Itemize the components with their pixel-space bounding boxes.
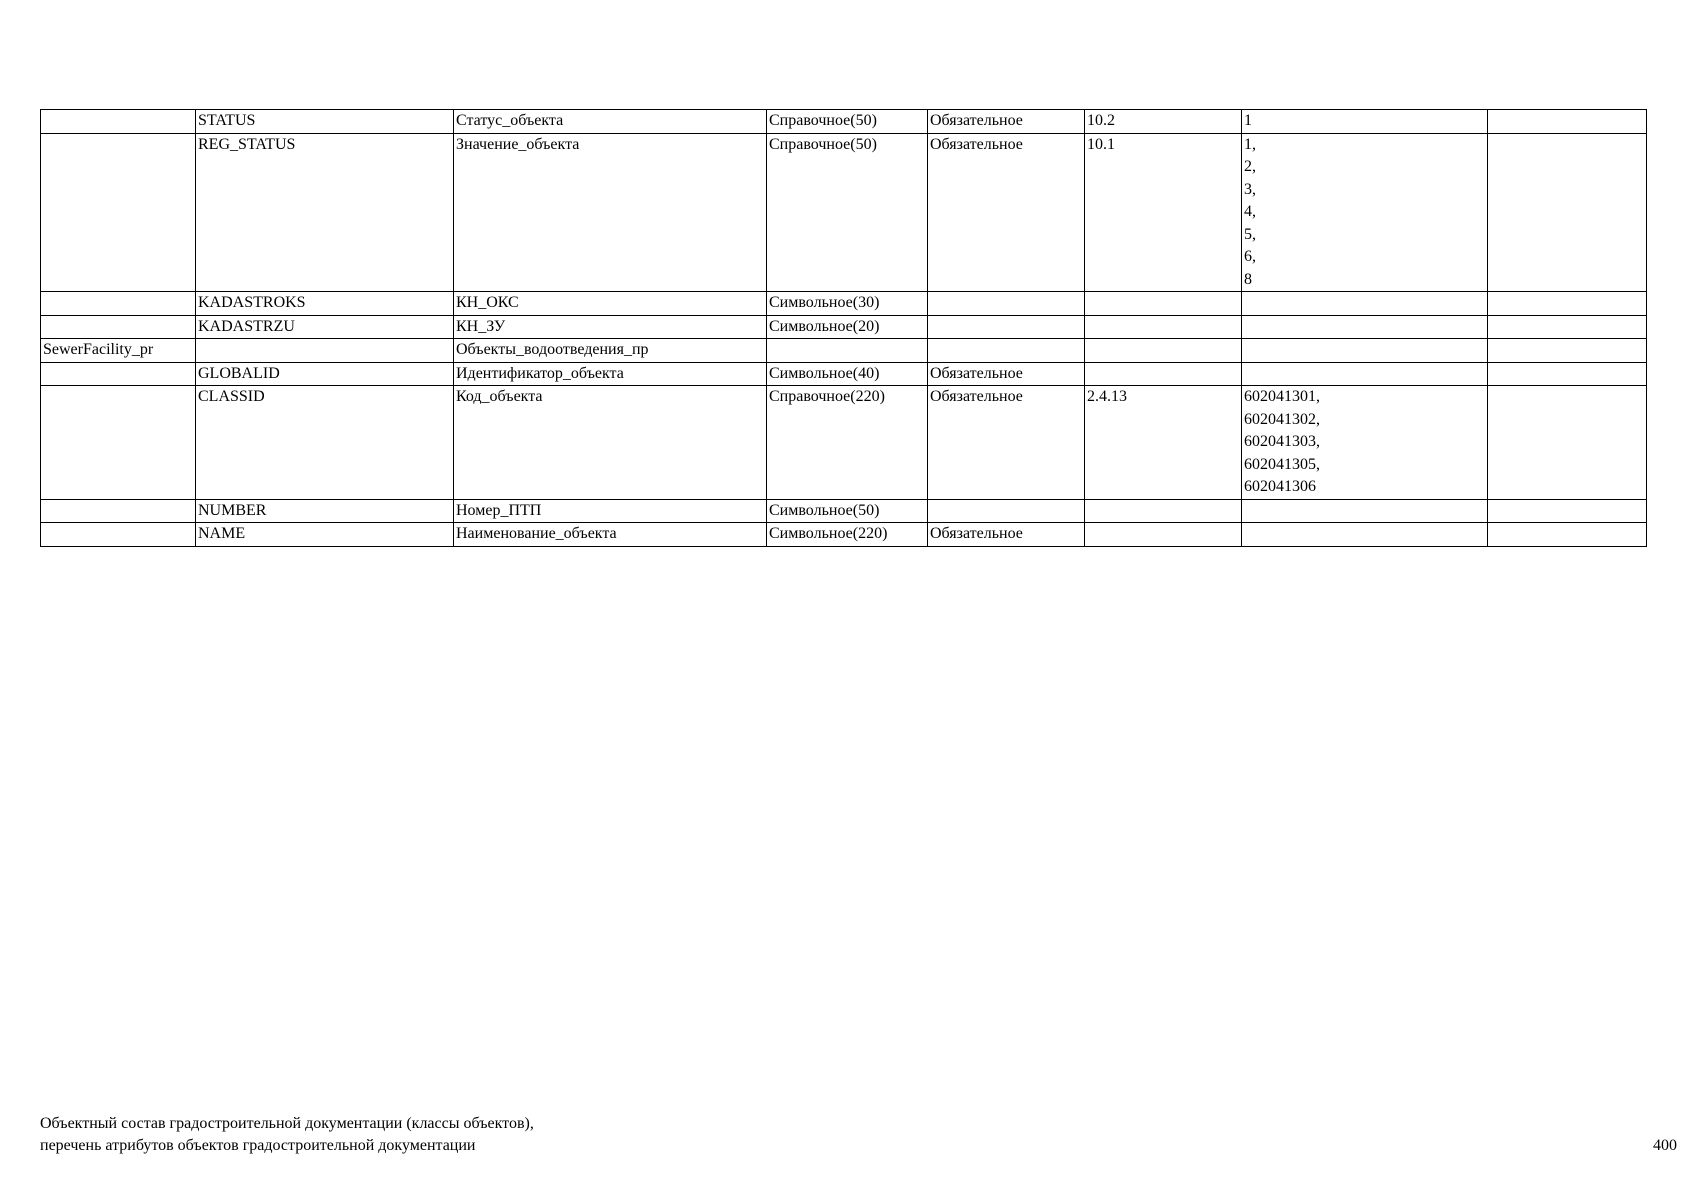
required-cell	[928, 292, 1085, 316]
reference-cell	[1085, 362, 1242, 386]
data-type-cell: Символьное(20)	[767, 315, 928, 339]
class-name-cell	[41, 315, 196, 339]
reference-cell	[1085, 339, 1242, 363]
class-name-cell: SewerFacility_pr	[41, 339, 196, 363]
attribute-alias-cell: Код_объекта	[454, 386, 767, 500]
class-name-cell	[41, 292, 196, 316]
required-cell: Обязательное	[928, 362, 1085, 386]
attributes-table	[40, 109, 1647, 547]
values-cell	[1242, 315, 1488, 339]
required-cell	[928, 339, 1085, 363]
reference-cell: 10.1	[1085, 133, 1242, 292]
reference-cell: 10.2	[1085, 110, 1242, 134]
data-type-cell: Справочное(50)	[767, 110, 928, 134]
data-type-cell: Справочное(220)	[767, 386, 928, 500]
values-cell	[1242, 292, 1488, 316]
class-name-cell	[41, 110, 196, 134]
note-cell	[1488, 499, 1647, 523]
required-cell: Обязательное	[928, 133, 1085, 292]
values-cell: 1, 2, 3, 4, 5, 6, 8	[1242, 133, 1488, 292]
table-row	[41, 292, 1647, 316]
required-cell	[928, 315, 1085, 339]
table-row	[41, 339, 1647, 363]
attribute-alias-cell: Объекты_водоотведения_пр	[454, 339, 767, 363]
attribute-alias-cell: КН_ОКС	[454, 292, 767, 316]
attribute-name-cell: CLASSID	[196, 386, 454, 500]
table-body	[41, 110, 1647, 547]
values-cell	[1242, 523, 1488, 547]
class-name-cell	[41, 386, 196, 500]
attribute-name-cell: GLOBALID	[196, 362, 454, 386]
reference-cell: 2.4.13	[1085, 386, 1242, 500]
data-type-cell: Символьное(220)	[767, 523, 928, 547]
required-cell	[928, 499, 1085, 523]
class-name-cell	[41, 362, 196, 386]
note-cell	[1488, 362, 1647, 386]
table-row	[41, 499, 1647, 523]
attribute-name-cell: KADASTROKS	[196, 292, 454, 316]
data-type-cell	[767, 339, 928, 363]
values-cell	[1242, 339, 1488, 363]
class-name-cell	[41, 523, 196, 547]
values-cell: 1	[1242, 110, 1488, 134]
data-type-cell: Справочное(50)	[767, 133, 928, 292]
data-type-cell: Символьное(40)	[767, 362, 928, 386]
attribute-name-cell	[196, 339, 454, 363]
table-row	[41, 110, 1647, 134]
class-name-cell	[41, 133, 196, 292]
required-cell: Обязательное	[928, 110, 1085, 134]
note-cell	[1488, 386, 1647, 500]
reference-cell	[1085, 499, 1242, 523]
attribute-alias-cell: Статус_объекта	[454, 110, 767, 134]
table-row	[41, 133, 1647, 292]
attribute-name-cell: STATUS	[196, 110, 454, 134]
attribute-name-cell: KADASTRZU	[196, 315, 454, 339]
attribute-alias-cell: КН_ЗУ	[454, 315, 767, 339]
table-row	[41, 386, 1647, 500]
attribute-name-cell: NUMBER	[196, 499, 454, 523]
attribute-alias-cell: Идентификатор_объекта	[454, 362, 767, 386]
page-footer	[40, 1113, 534, 1157]
table-row	[41, 315, 1647, 339]
attribute-name-cell: NAME	[196, 523, 454, 547]
note-cell	[1488, 133, 1647, 292]
data-type-cell: Символьное(30)	[767, 292, 928, 316]
note-cell	[1488, 292, 1647, 316]
table-row	[41, 362, 1647, 386]
values-cell	[1242, 499, 1488, 523]
required-cell: Обязательное	[928, 523, 1085, 547]
required-cell: Обязательное	[928, 386, 1085, 500]
note-cell	[1488, 523, 1647, 547]
data-type-cell: Символьное(50)	[767, 499, 928, 523]
attribute-name-cell: REG_STATUS	[196, 133, 454, 292]
attribute-alias-cell: Значение_объекта	[454, 133, 767, 292]
values-cell	[1242, 362, 1488, 386]
footer-line-1: Объектный состав градостроительной документации (классы объектов),	[40, 1115, 534, 1132]
table-row	[41, 523, 1647, 547]
page-number: 400	[1653, 1137, 1677, 1154]
note-cell	[1488, 339, 1647, 363]
values-cell: 602041301, 602041302, 602041303, 602041305, 602041306	[1242, 386, 1488, 500]
note-cell	[1488, 110, 1647, 134]
attribute-alias-cell: Наименование_объекта	[454, 523, 767, 547]
footer-line-2: перечень атрибутов объектов градостроительной документации	[40, 1137, 476, 1154]
reference-cell	[1085, 523, 1242, 547]
attribute-alias-cell: Номер_ПТП	[454, 499, 767, 523]
class-name-cell	[41, 499, 196, 523]
reference-cell	[1085, 315, 1242, 339]
note-cell	[1488, 315, 1647, 339]
reference-cell	[1085, 292, 1242, 316]
